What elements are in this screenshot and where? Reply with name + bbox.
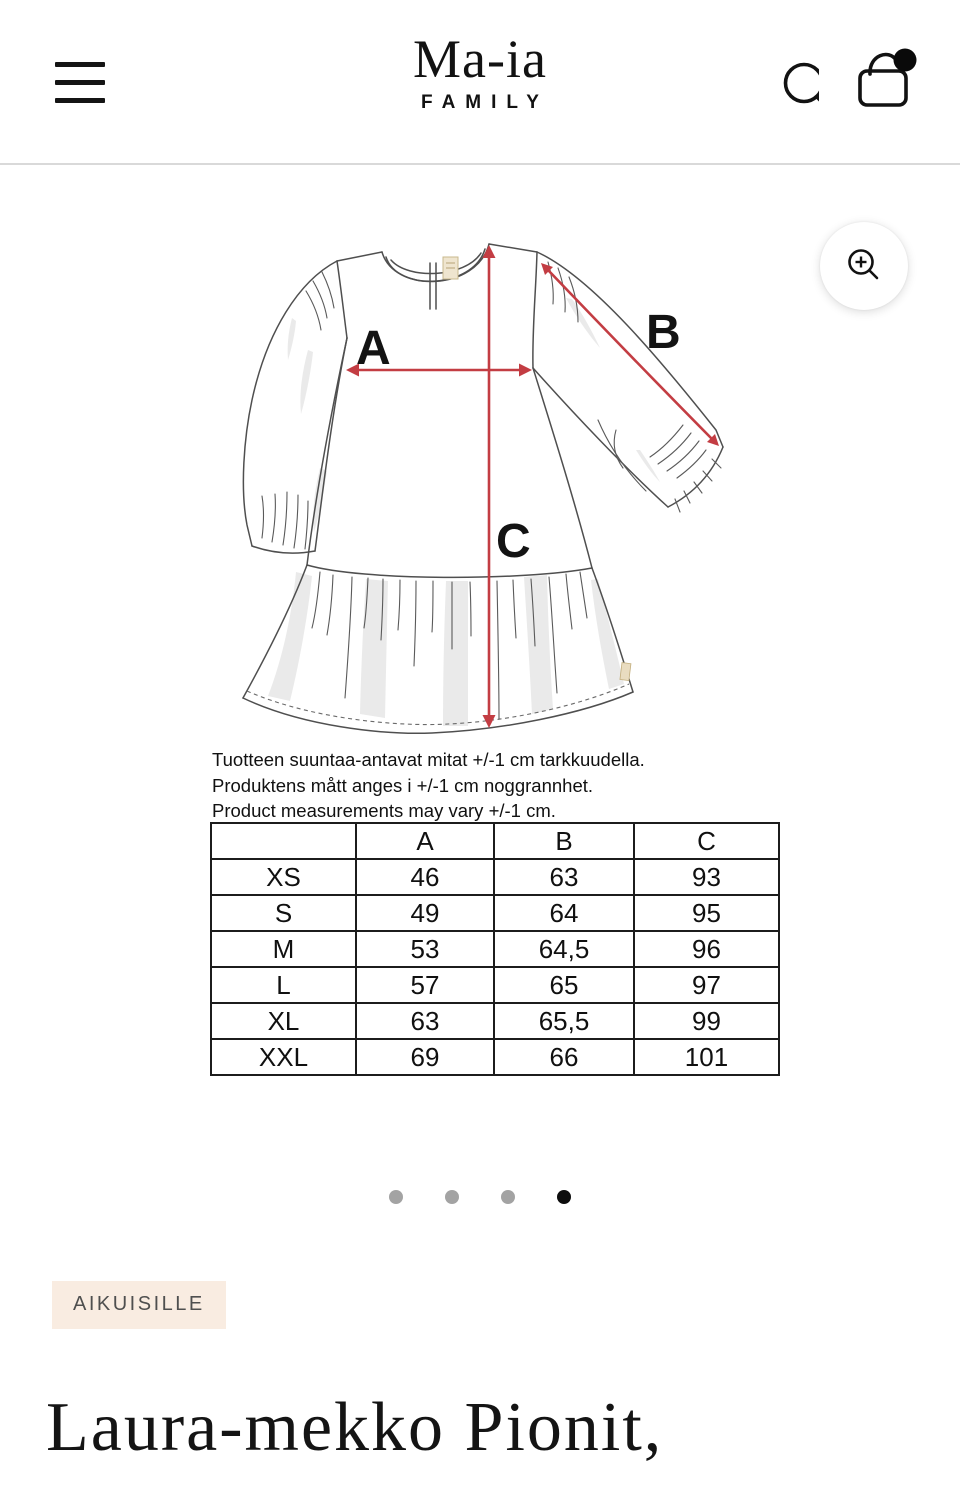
- table-row: [211, 859, 779, 895]
- note-line: Produktens mått anges i +/-1 cm noggrannhet.: [212, 774, 594, 796]
- value-a: 57: [356, 967, 494, 1003]
- carousel-dots: [0, 1190, 960, 1204]
- carousel-dot[interactable]: [501, 1190, 515, 1204]
- value-b: 63: [494, 859, 634, 895]
- note-line: Product measurements may vary +/-1 cm.: [212, 800, 556, 821]
- logo-subtitle: FAMILY: [421, 92, 549, 113]
- size-col-header: [211, 823, 356, 859]
- size-label: XXL: [211, 1039, 356, 1075]
- table-row: [211, 967, 779, 1003]
- carousel-dot[interactable]: [557, 1190, 571, 1204]
- diagram-shading: [268, 298, 660, 726]
- size-label: S: [211, 895, 356, 931]
- shopping-bag-icon: [849, 38, 919, 114]
- value-c: 93: [634, 859, 779, 895]
- value-b: 64,5: [494, 931, 634, 967]
- note-line: Tuotteen suuntaa-antavat mitat +/-1 cm tarkkuudella.: [212, 749, 645, 770]
- cart-button[interactable]: [846, 38, 922, 114]
- value-c: 101: [634, 1039, 779, 1075]
- col-header-c: C: [634, 823, 779, 859]
- label-c: C: [496, 515, 531, 568]
- label-a: A: [356, 322, 391, 375]
- value-b: 66: [494, 1039, 634, 1075]
- header: [0, 0, 960, 163]
- size-table: [210, 822, 780, 1076]
- cart-badge-dot: [894, 49, 917, 72]
- zoom-button[interactable]: [820, 222, 908, 310]
- col-header-b: B: [494, 823, 634, 859]
- header-divider: [0, 163, 960, 165]
- value-c: 95: [634, 895, 779, 931]
- table-row: [211, 1003, 779, 1039]
- label-b: B: [646, 306, 681, 359]
- value-b: 65: [494, 967, 634, 1003]
- table-row: [211, 1039, 779, 1075]
- value-b: 64: [494, 895, 634, 931]
- measurement-labels: [356, 306, 681, 568]
- hem-stitch-line: [247, 684, 629, 725]
- value-a: 63: [356, 1003, 494, 1039]
- logo-wordmark: Ma-ia: [413, 29, 547, 89]
- product-title: Laura-mekko Pionit,: [46, 1389, 664, 1466]
- size-label: L: [211, 967, 356, 1003]
- table-row: [211, 931, 779, 967]
- carousel-dot[interactable]: [445, 1190, 459, 1204]
- col-header-a: A: [356, 823, 494, 859]
- search-icon: [759, 46, 819, 112]
- zoom-in-icon: [845, 247, 883, 285]
- size-diagram: [0, 178, 960, 750]
- size-label: XL: [211, 1003, 356, 1039]
- value-c: 99: [634, 1003, 779, 1039]
- search-button[interactable]: [756, 46, 822, 112]
- product-image-carousel-slide[interactable]: [0, 178, 960, 750]
- value-a: 69: [356, 1039, 494, 1075]
- carousel-dot[interactable]: [389, 1190, 403, 1204]
- table-row: [211, 895, 779, 931]
- size-label: M: [211, 931, 356, 967]
- value-c: 97: [634, 967, 779, 1003]
- measurement-notes: [212, 747, 645, 824]
- value-a: 46: [356, 859, 494, 895]
- value-c: 96: [634, 931, 779, 967]
- table-header-row: [211, 823, 779, 859]
- category-badge[interactable]: AIKUISILLE: [52, 1281, 226, 1329]
- size-label: XS: [211, 859, 356, 895]
- value-b: 65,5: [494, 1003, 634, 1039]
- value-a: 53: [356, 931, 494, 967]
- value-a: 49: [356, 895, 494, 931]
